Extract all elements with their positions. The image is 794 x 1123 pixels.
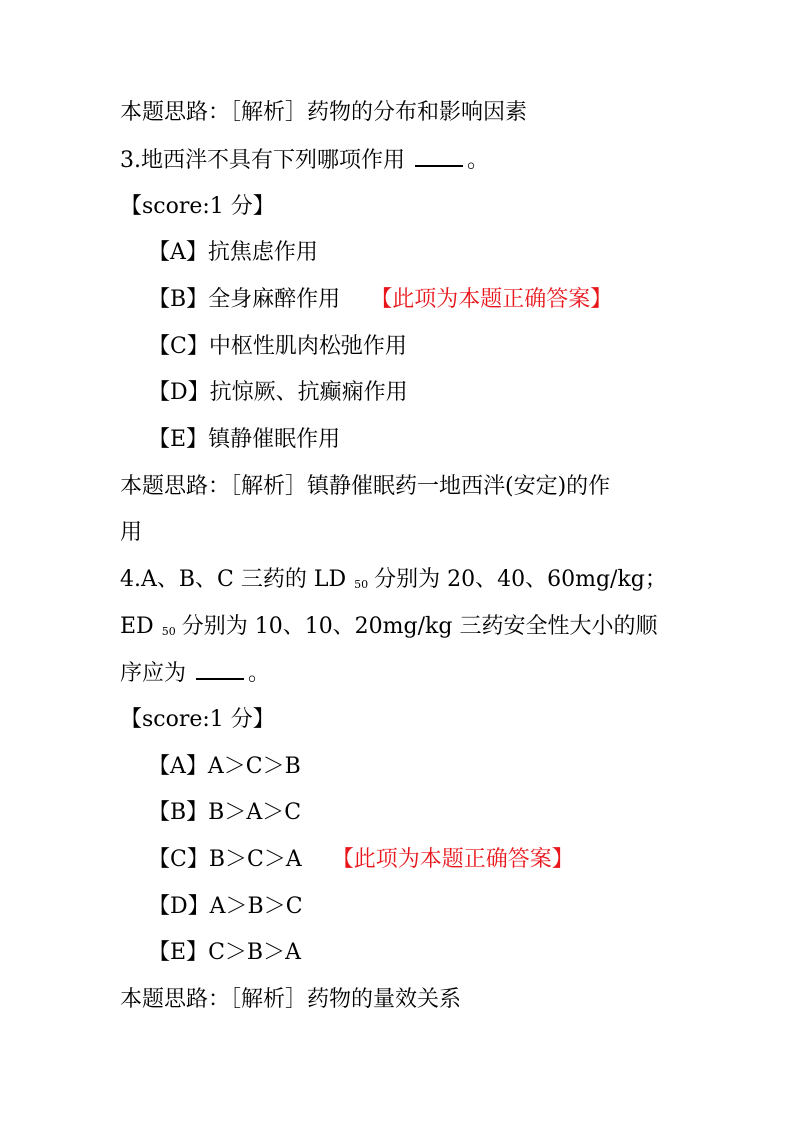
q4-ed50-subscript: 50 [161, 625, 176, 638]
q3-option-c-text: 中枢性肌肉松弛作用 [208, 334, 407, 359]
q4-option-b-label: 【B】 [148, 800, 209, 825]
q4-option-a-label: 【A】 [148, 754, 208, 779]
q2-analysis: 本题思路：［解析］药物的分布和影响因素 [120, 100, 528, 125]
q4-option-c-text: B＞C＞A [208, 847, 302, 872]
q3-stem-end: 。 [467, 148, 490, 173]
q3-analysis-line2: 用 [120, 520, 143, 545]
q3-stem [120, 145, 489, 175]
q4-correct-answer-mark: 【此项为本题正确答案】 [331, 847, 574, 872]
q3-option-d-text: 抗惊厥、抗癫痫作用 [209, 380, 408, 405]
q3-option-a-label: 【A】 [148, 240, 208, 265]
q4-stem-part5: 序应为 [120, 661, 187, 686]
q4-option-b[interactable] [148, 798, 301, 828]
q4-option-d-label: 【D】 [148, 894, 210, 919]
q3-option-b-text: 全身麻醉作用 [208, 287, 341, 312]
q3-answer-blank [415, 145, 463, 167]
q4-option-c[interactable] [148, 845, 574, 875]
q3-option-e-text: 镇静催眠作用 [208, 427, 341, 452]
q4-stem-part4: 分别为 10、10、20mg/kg 三药安全性大小的顺 [181, 614, 658, 639]
q4-option-b-text: B＞A＞C [208, 800, 302, 825]
q4-option-a-text: A＞C＞B [207, 754, 301, 779]
q3-option-b[interactable] [148, 285, 612, 315]
q3-option-a[interactable] [148, 238, 318, 268]
q4-analysis: 本题思路：［解析］药物的量效关系 [120, 987, 462, 1012]
q4-option-a[interactable] [148, 752, 301, 782]
q3-option-a-text: 抗焦虑作用 [207, 240, 318, 265]
q3-option-b-label: 【B】 [148, 287, 209, 312]
q4-score: 【score:1 分】 [120, 707, 275, 732]
q3-option-c[interactable] [148, 332, 407, 362]
q3-option-e[interactable] [148, 425, 340, 455]
q3-correct-answer-mark: 【此项为本题正确答案】 [370, 287, 613, 312]
q3-option-d-label: 【D】 [148, 380, 210, 405]
q4-stem-part1: 4.A、B、C 三药的 LD [120, 567, 347, 592]
q4-stem-part3: ED [120, 614, 154, 639]
q4-answer-blank [196, 658, 244, 680]
q4-ld50-subscript: 50 [354, 578, 369, 591]
q4-stem-line2 [120, 612, 657, 642]
q4-option-e-label: 【E】 [148, 940, 209, 965]
q4-option-c-label: 【C】 [148, 847, 209, 872]
q3-analysis-line1: 本题思路：［解析］镇静催眠药一地西泮(安定)的作 [120, 474, 611, 499]
q3-option-d[interactable] [148, 378, 408, 408]
q3-option-e-label: 【E】 [148, 427, 209, 452]
q4-option-e-text: C＞B＞A [208, 940, 301, 965]
q4-option-d-text: A＞B＞C [209, 894, 303, 919]
q4-option-e[interactable] [148, 938, 301, 968]
q4-stem-line1 [120, 565, 667, 595]
q3-option-c-label: 【C】 [148, 334, 209, 359]
q4-stem-part2: 分别为 20、40、60mg/kg； [374, 567, 667, 592]
q3-stem-text: 3.地西泮不具有下列哪项作用 [120, 148, 405, 173]
q3-score: 【score:1 分】 [120, 194, 275, 219]
q4-option-d[interactable] [148, 892, 303, 922]
q4-stem-line3 [120, 658, 270, 688]
q4-stem-end: 。 [248, 661, 271, 686]
